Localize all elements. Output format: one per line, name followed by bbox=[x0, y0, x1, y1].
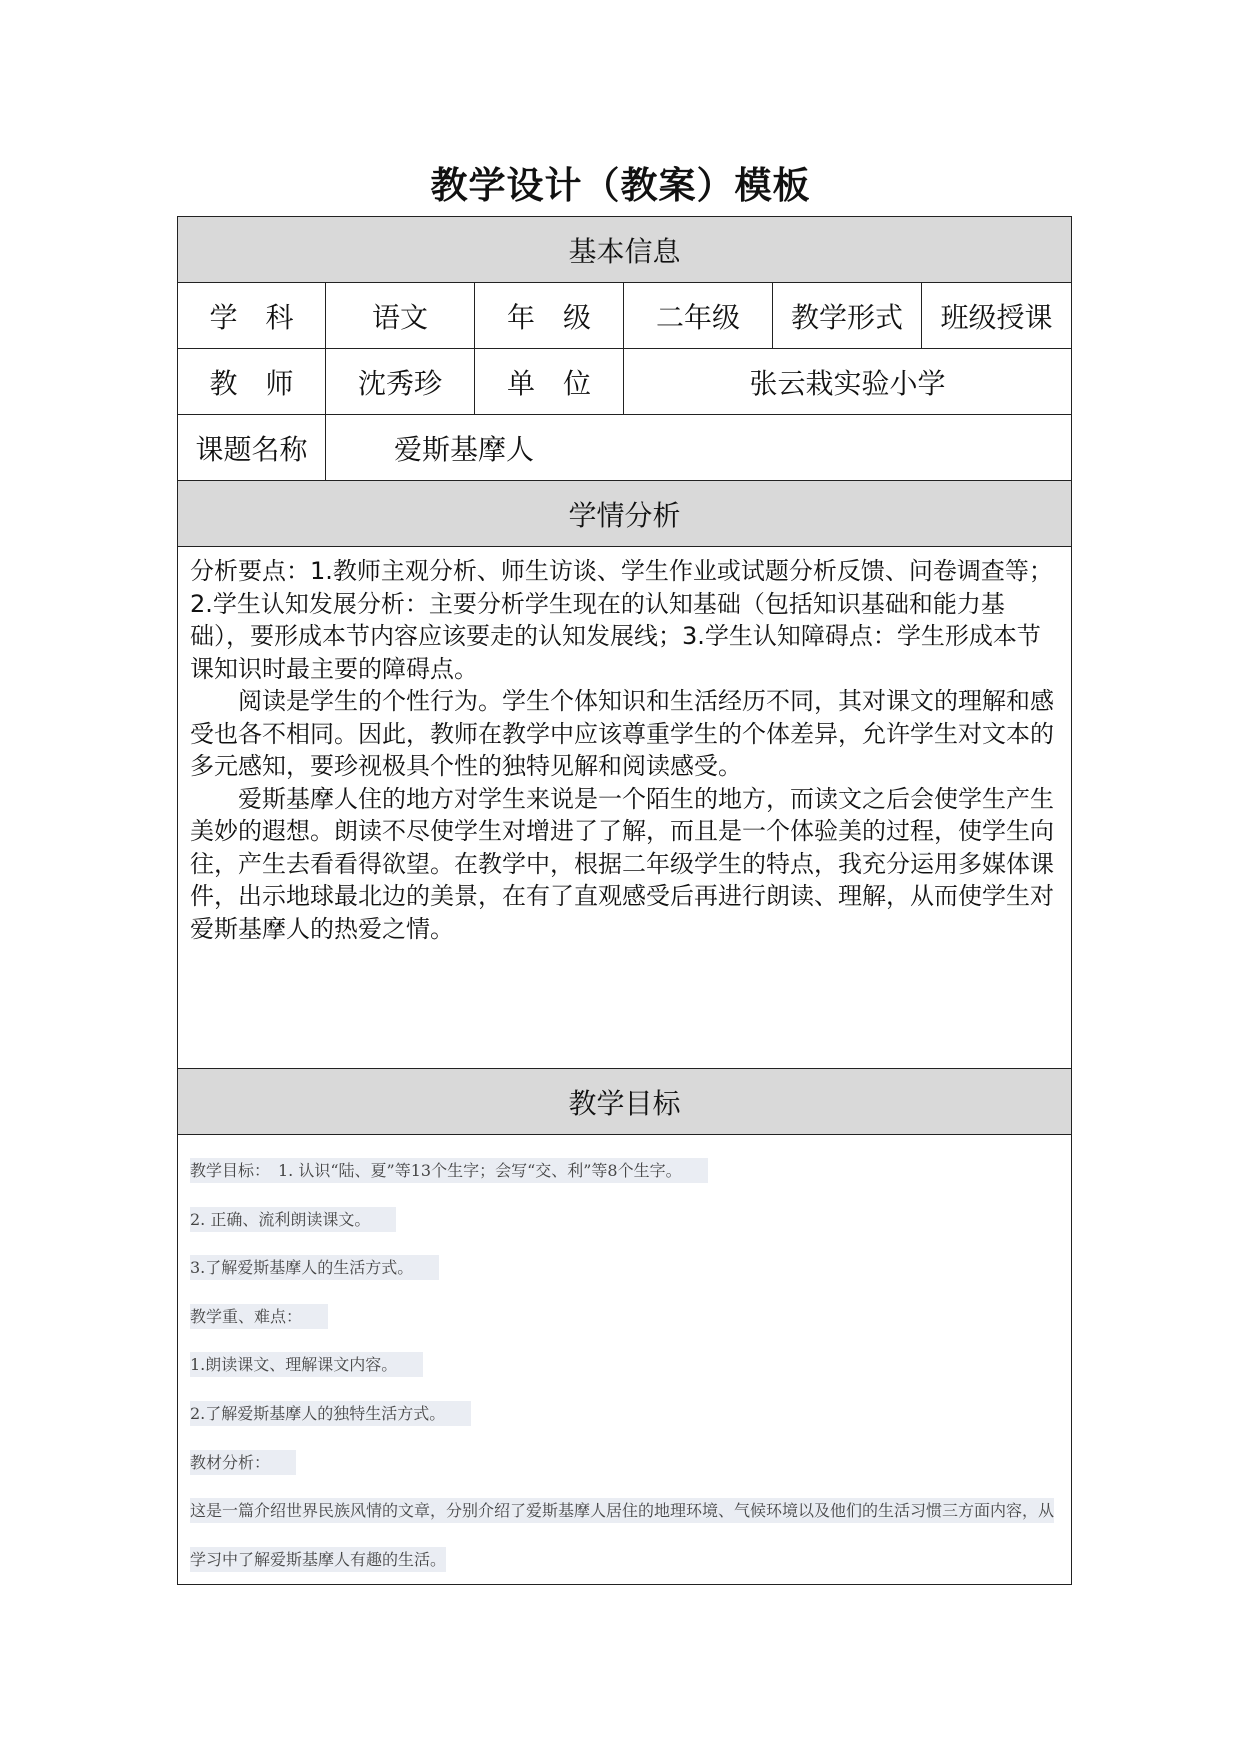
goal-line: 教学重、难点： bbox=[190, 1293, 1059, 1342]
basic-info-header: 基本信息 bbox=[178, 217, 1072, 283]
grade-value: 二年级 bbox=[624, 283, 773, 349]
goal-line: 教材分析： bbox=[190, 1439, 1059, 1488]
goal-line: 2.了解爱斯基摩人的独特生活方式。 bbox=[190, 1390, 1059, 1439]
goals-header: 教学目标 bbox=[178, 1069, 1072, 1135]
teacher-value: 沈秀珍 bbox=[326, 349, 475, 415]
goal-line: 1.朗读课文、理解课文内容。 bbox=[190, 1341, 1059, 1390]
unit-label: 单 位 bbox=[475, 349, 624, 415]
goals-content bbox=[178, 1135, 1072, 1585]
goal-line: 教学目标： 1. 认识“陆、夏”等13个生字；会写“交、利”等8个生字。 bbox=[190, 1147, 1059, 1196]
teaching-form-label: 教学形式 bbox=[773, 283, 922, 349]
teacher-label: 教 师 bbox=[178, 349, 326, 415]
subject-value: 语文 bbox=[326, 283, 475, 349]
goal-line: 3.了解爱斯基摩人的生活方式。 bbox=[190, 1244, 1059, 1293]
lesson-plan-table bbox=[177, 216, 1072, 1585]
analysis-header: 学情分析 bbox=[178, 481, 1072, 547]
analysis-paragraph-1: 阅读是学生的个性行为。学生个体知识和生活经历不同，其对课文的理解和感受也各不相同。因此，教师在教学中应该尊重学生的个体差异，允许学生对文本的多元感知，要珍视极具个性的独特见解和阅读感受。 bbox=[190, 687, 1054, 780]
analysis-points: 分析要点：1.教师主观分析、师生访谈、学生作业或试题分析反馈、问卷调查等；2.学生认知发展分析：主要分析学生现在的认知基础（包括知识基础和能力基础），要形成本节内容应该要走的认知发展线；3.学生认知障碍点：学生形成本节课知识时最主要的障碍点。 bbox=[190, 557, 1053, 683]
analysis-content bbox=[178, 547, 1072, 1069]
analysis-paragraph-2: 爱斯基摩人住的地方对学生来说是一个陌生的地方，而读文之后会使学生产生美妙的遐想。朗读不尽使学生对增进了了解，而且是一个体验美的过程，使学生向往，产生去看看得欲望。在教学中，根据二年级学生的特点，我充分运用多媒体课件，出示地球最北边的美景，在有了直观感受后再进行朗读、理解，从而使学生对爱斯基摩人的热爱之情。 bbox=[190, 784, 1054, 943]
goal-line: 2. 正确、流利朗读课文。 bbox=[190, 1196, 1059, 1245]
document-title: 教学设计（教案）模板 bbox=[430, 164, 811, 207]
unit-value: 张云栽实验小学 bbox=[624, 349, 1072, 415]
topic-label: 课题名称 bbox=[178, 415, 326, 481]
grade-label: 年 级 bbox=[475, 283, 624, 349]
subject-label: 学 科 bbox=[178, 283, 326, 349]
topic-value: 爱斯基摩人 bbox=[326, 415, 1072, 481]
teaching-form-value: 班级授课 bbox=[922, 283, 1072, 349]
material-analysis-text: 这是一篇介绍世界民族风情的文章，分别介绍了爱斯基摩人居住的地理环境、气候环境以及他们的生活习惯三方面内容，从学习中了解爱斯基摩人有趣的生活。 bbox=[190, 1487, 1059, 1584]
